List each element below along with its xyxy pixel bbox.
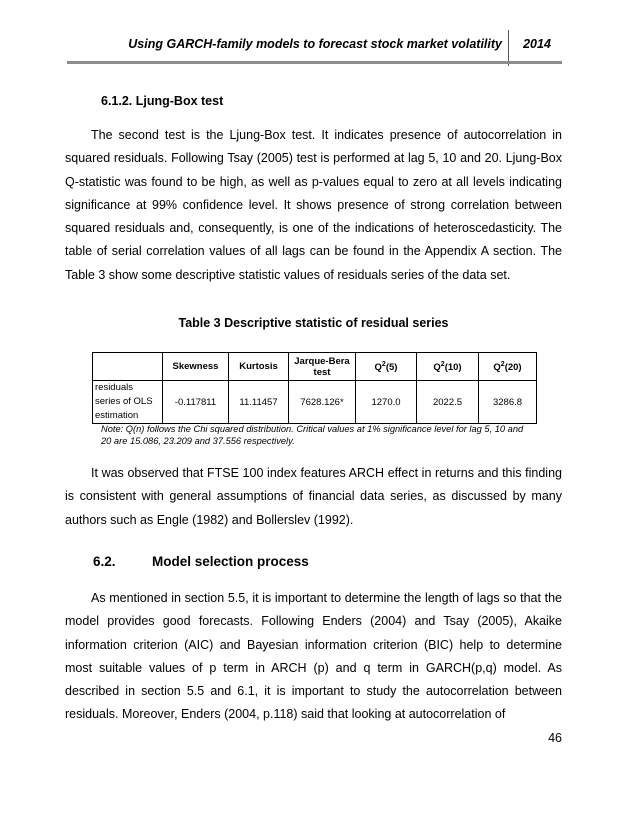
table-note: Note: Q(n) follows the Chi squared distribution. Critical values at 1% significance level for lag 5, 10 and 20 are 15.086, 23.209 and 37.556 respectively. — [101, 424, 524, 446]
header-rule — [67, 61, 562, 64]
running-title: Using GARCH-family models to forecast stock market volatility — [128, 37, 502, 51]
header-cell-jarque-bera: Jarque-Bera test — [289, 353, 356, 381]
page-number: 46 — [548, 731, 562, 745]
residual-statistics-table — [92, 352, 537, 424]
row-label: residuals series of OLS estimation — [93, 381, 163, 424]
cell-kurtosis: 11.11457 — [229, 381, 289, 424]
table-caption: Table 3 Descriptive statistic of residual series — [178, 316, 449, 330]
cell-jarque-bera: 7628.126* — [289, 381, 356, 424]
paragraph-ljung-box: The second test is the Ljung-Box test. It indicates presence of autocorrelation in squared residuals. Following Tsay (2005) test is performed at lag 5, 10 and 20. Ljung-Box Q-statistic was found to be high, as well as p-values equal to zero at all levels indicating significance at 99% confidence level. It shows presence of strong correlation between squared residuals and, consequently, is one of the indications of heteroscedasticity. The table of serial correlation values of all lags can be found in the Appendix A section. The Table 3 show some descriptive statistic values of residuals series of the data set. — [65, 128, 562, 282]
cell-q2-20: 3286.8 — [479, 381, 537, 424]
paragraph-arch-effect: It was observed that FTSE 100 index features ARCH effect in returns and this finding is consistent with general assumptions of financial data series, as discussed by many authors such as Engle (1982) and Bollerslev (1992). — [65, 466, 562, 527]
header-cell-empty — [93, 353, 163, 381]
cell-q2-5: 1270.0 — [356, 381, 417, 424]
header-cell-q2-5: $Q^2(5)$ — [356, 353, 417, 381]
cell-q2-10: 2022.5 — [417, 381, 479, 424]
paragraph-model-selection: As mentioned in section 5.5, it is important to determine the length of lags so that the model provides good forecasts. Following Enders (2004) and Tsay (2005), Akaike information criterion (AIC) and Bayesian information criterion (BIC) help to determine most suitable values of p term in ARCH (p) and q term in GARCH(p,q) model. As described in section 5.5 and 6.1, it is important to study the autocorrelation between residuals. Moreover, Enders (2004, p.118) said that looking at autocorrelation of — [65, 591, 562, 722]
header-cell-q2-20: $Q^2(20)$ — [479, 353, 537, 381]
cell-skewness: -0.117811 — [163, 381, 229, 424]
table-row — [93, 381, 537, 424]
header-cell-skewness: Skewness — [163, 353, 229, 381]
section-title: Model selection process — [152, 554, 309, 569]
header-year: 2014 — [523, 37, 551, 51]
header-cell-q2-10: $Q^2(10)$ — [417, 353, 479, 381]
section-number: 6.2. — [93, 554, 116, 569]
header-cell-kurtosis: Kurtosis — [229, 353, 289, 381]
table-header-row — [93, 353, 537, 381]
subsection-heading: 6.1.2. Ljung-Box test — [101, 94, 224, 108]
